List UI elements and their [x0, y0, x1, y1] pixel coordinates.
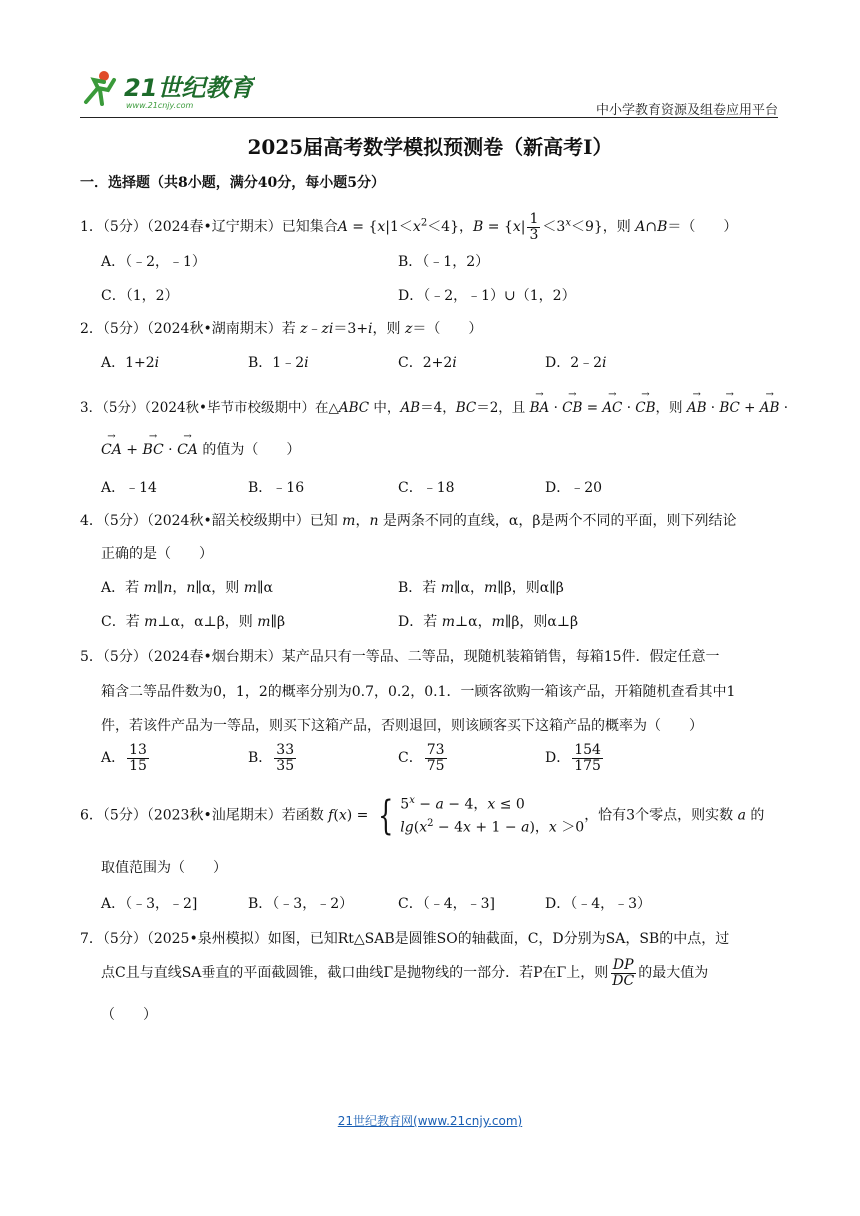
q1-option-d[interactable]: D．（﹣2，﹣1）∪（1，2）	[398, 288, 576, 304]
question-6-cont: 取值范围为（ ）	[101, 860, 227, 876]
question-5-line-2: 箱含二等品件数为0，1，2的概率分别为0.7，0.2，0.1．一顾客欲购一箱该产品，开箱随机查看其中1	[101, 684, 736, 700]
question-3-cont: → CA + → BC · → CA 的值为（ ）	[101, 439, 300, 459]
q1-lead: 1．（5分）（2024春•辽宁期末）已知集合	[80, 219, 338, 236]
q6-option-d[interactable]: D．（﹣4，﹣3）	[545, 896, 652, 912]
header-divider	[80, 117, 778, 118]
q3-option-c[interactable]: C．﹣18	[398, 480, 455, 496]
question-4-cont: 正确的是（ ）	[101, 546, 213, 562]
question-7-line-2: 点C且与直线SA垂直的平面截圆锥，截口曲线Γ是抛物线的一部分．若P在Γ上，则 $\frac{DP}{DC}$ 的最大值为	[101, 957, 709, 989]
q1-option-a[interactable]: A．（﹣2，﹣1）	[101, 254, 206, 270]
q3-option-d[interactable]: D．﹣20	[545, 480, 603, 496]
section-heading: 一．选择题（共8小题，满分40分，每小题5分）	[80, 175, 385, 191]
logo-url: www.21cnjy.com	[126, 101, 194, 110]
q5-option-c[interactable]: C． $\frac{73}{75}$	[398, 742, 445, 774]
q6-option-b[interactable]: B．（﹣3，﹣2）	[248, 896, 354, 912]
q6-option-a[interactable]: A．（﹣3，﹣2]	[101, 896, 198, 912]
q5-option-a[interactable]: A． $\frac{13}{15}$	[101, 742, 147, 774]
question-7-line-3: （ ）	[101, 1007, 157, 1023]
q5-option-d[interactable]: D． $\frac{154}{175}$	[545, 742, 601, 774]
site-logo	[80, 66, 255, 112]
q4-option-a[interactable]: A．若 m∥n，n∥α，则 m∥α	[101, 580, 273, 596]
q2-lead: 2．（5分）（2024秋•湖南期末）若	[80, 321, 296, 337]
page-title: 2025届高考数学模拟预测卷（新高考Ⅰ）	[247, 135, 613, 159]
footer-link[interactable]: 21世纪教育网(www.21cnjy.com)	[337, 1114, 523, 1128]
q4-option-d[interactable]: D．若 m⊥α，m∥β，则α⊥β	[398, 614, 579, 630]
q5-option-b[interactable]: B． $\frac{33}{35}$	[248, 742, 295, 774]
question-5-line-1: 5．（5分）（2024春•烟台期末）某产品只有一等品、二等品，现随机装箱销售，每箱15件．假定任意一	[80, 649, 720, 665]
q1-option-c[interactable]: C．（1，2）	[101, 288, 179, 304]
q6-option-c[interactable]: C．（﹣4，﹣3]	[398, 896, 495, 912]
q1-option-b[interactable]: B．（﹣1，2）	[398, 254, 490, 270]
logo-text: 21世纪教育	[124, 74, 254, 102]
question-2: 2．（5分）（2024秋•湖南期末）若 z﹣zi＝3+i，则 z＝（ ）	[80, 321, 483, 337]
platform-name: 中小学教育资源及组卷应用平台	[595, 103, 778, 118]
q2-option-d[interactable]: D．2﹣2i	[545, 355, 607, 371]
question-3: 3．（5分）（2024秋•毕节市校级期中）在△ABC 中，AB＝4，BC＝2，且 → BA · → CB = → AC · → CB，则 → AB · → BC + → AB ·	[80, 396, 788, 416]
question-6: 6．（5分）（2023秋•汕尾期末）若函数 f(x) = { $5^x - a - 4$，x ≤ 0 $\lg(x^2 - 4x + 1 - a)$，x ＞0 ，恰有3个零点，则实数 a 的	[80, 792, 765, 839]
question-7-line-1: 7．（5分）（2025•泉州模拟）如图，已知Rt△SAB是圆锥SO的轴截面，C，D分别为SA，SB的中点，过	[80, 931, 730, 947]
question-5-line-3: 件，若该件产品为一等品，则买下这箱产品，否则退回，则该顾客买下这箱产品的概率为（ ）	[101, 718, 703, 734]
q2-option-c[interactable]: C．2+2i	[398, 355, 457, 371]
q3-lead: 3．（5分）（2024秋•毕节市校级期中）在△	[80, 400, 339, 416]
question-4: 4．（5分）（2024秋•韶关校级期中）已知 m，n 是两条不同的直线，α，β是两个不同的平面，则下列结论	[80, 513, 737, 529]
q2-option-b[interactable]: B．1﹣2i	[248, 355, 309, 371]
question-1: 1．（5分）（2024春•辽宁期末）已知集合$A = \{x|1<x^2<4\}$，B = {x| $\frac{1}{3}$ $<3^x<9$}，则 A∩B＝（ ）	[80, 211, 738, 243]
q3-option-a[interactable]: A．﹣14	[101, 480, 157, 496]
q4-option-b[interactable]: B．若 m∥α，m∥β，则α∥β	[398, 580, 564, 596]
q3-option-b[interactable]: B．﹣16	[248, 480, 305, 496]
q4-option-c[interactable]: C．若 m⊥α，α⊥β，则 m∥β	[101, 614, 286, 630]
q2-option-a[interactable]: A．1+2i	[101, 355, 160, 371]
